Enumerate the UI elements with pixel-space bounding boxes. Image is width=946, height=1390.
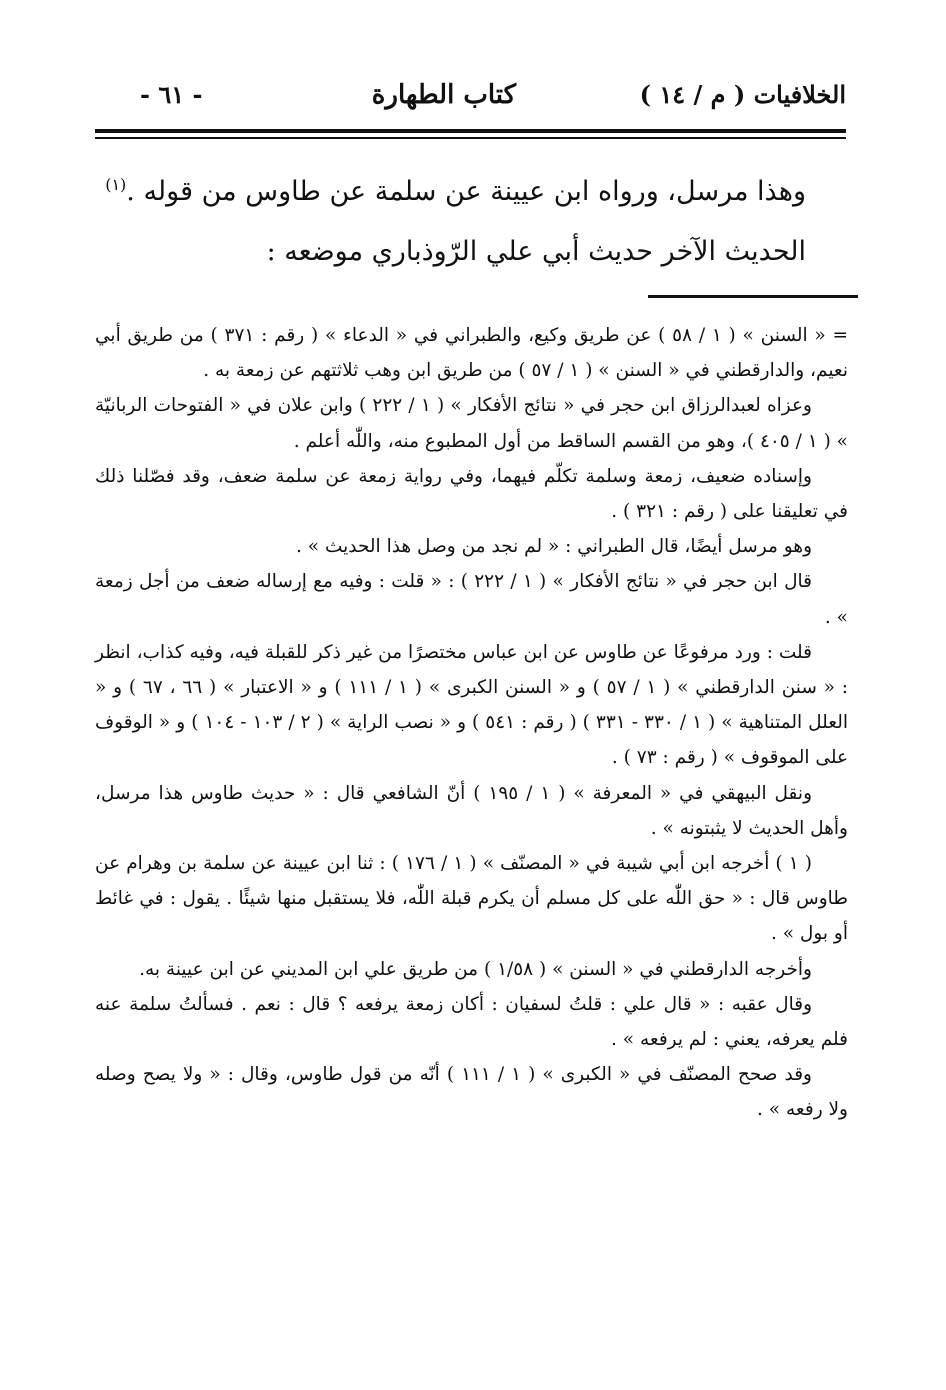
- footnote-paragraph: وهو مرسل أيضًا، قال الطبراني : « لم نجد من وصل هذا الحديث » .: [295, 536, 812, 558]
- page-number: - ٦١ -: [140, 80, 203, 109]
- main-line: الحديث الآخر حديث أبي علي الرّوذباري موضعه :: [266, 236, 806, 267]
- footnote-paragraph: وقال عقبه : « قال علي : قلتُ لسفيان : أكان زمعة يرفعه ؟ قال : نعم . فسألتُ سلمة عنه فلم يعرفه، يعني : لم يرفعه » .: [95, 993, 848, 1051]
- main-line: [95, 162, 806, 222]
- footnote-paragraph: ( ١ ) أخرجه ابن أبي شيبة في « المصنّف » ( ١ / ١٧٦ ) : ثنا ابن عيينة عن سلمة بن وهرام عن طاوس قال : « حق اللّٰه على كل مسلم أن يكرم قبلة اللّٰه، فلا يستقبل منها شيئًا . يقول : في غائط أو بول » .: [95, 853, 848, 945]
- footnote-separator: [648, 295, 858, 298]
- footnote-paragraph: = « السنن » ( ١ / ٥٨ ) عن طريق وكيع، والطبراني في « الدعاء » ( رقم : ٣٧١ ) من طريق أبي نعيم، والدارقطني في « السنن » ( ١ / ٥٧ ) من طريق ابن وهب ثلاثتهم عن زمعة به .: [95, 325, 848, 382]
- footnote-paragraph: قال ابن حجر في « نتائج الأفكار » ( ١ / ٢٢٢ ) : « قلت : وفيه مع إرساله ضعف من أجل زمعة » .: [95, 571, 848, 628]
- footnote-reference: (١): [105, 175, 127, 194]
- footnote-paragraph: وإسناده ضعيف، زمعة وسلمة تكلّم فيهما، وفي رواية زمعة عن سلمة ضعف، وقد فصّلنا ذلك في تعليقنا على ( رقم : ٣٢١ ) .: [95, 465, 848, 523]
- main-line-text: وهذا مرسل، ورواه ابن عيينة عن سلمة عن طاوس من قوله .: [126, 176, 806, 207]
- footnote-paragraph: وقد صحح المصنّف في « الكبرى » ( ١ / ١١١ ) أنّه من قول طاوس، وقال : « ولا يصح وصله ولا رفعه » .: [95, 1064, 848, 1121]
- header-rule-thin: [95, 137, 846, 139]
- footnotes: [95, 318, 848, 1128]
- main-text: [95, 162, 806, 282]
- footnote-paragraph: ونقل البيهقي في « المعرفة » ( ١ / ١٩٥ ) أنّ الشافعي قال : « حديث طاوس هذا مرسل، وأهل الحديث لا يثبتونه » .: [95, 782, 848, 839]
- chapter-title: كتاب الطهارة: [371, 80, 516, 110]
- book-title: الخلافيات ( م / ١٤ ): [639, 80, 846, 109]
- footnote-paragraph: وعزاه لعبدالرزاق ابن حجر في « نتائج الأفكار » ( ١ / ٢٢٢ ) وابن علان في « الفتوحات الربانيّة » ( ١ / ٤٠٥ )، وهو من القسم الساقط من أول المطبوع منه، واللّٰه أعلم .: [95, 395, 848, 452]
- footnote-paragraph: قلت : ورد مرفوعًا عن طاوس عن ابن عباس مختصرًا من غير ذكر للقبلة فيه، وفيه كذاب، انظر : « سنن الدارقطني » ( ١ / ٥٧ ) و « السنن الكبرى » ( ١ / ١١١ ) و « الاعتبار » ( ٦٦ ، ٦٧ ) و « العلل المتناهية » ( ١ / ٣٣٠ - ٣٣١ ) ( رقم : ٥٤١ ) و « نصب الراية » ( ٢ / ١٠٣ - ١٠٤ ) و « الوقوف على الموقوف » ( رقم : ٧٣ ) .: [95, 641, 849, 769]
- running-header: [140, 80, 846, 120]
- footnote-paragraph: وأخرجه الدارقطني في « السنن » ( ١/٥٨ ) من طريق علي ابن المديني عن ابن عيينة به.: [139, 958, 812, 980]
- header-rule-thick: [95, 129, 846, 133]
